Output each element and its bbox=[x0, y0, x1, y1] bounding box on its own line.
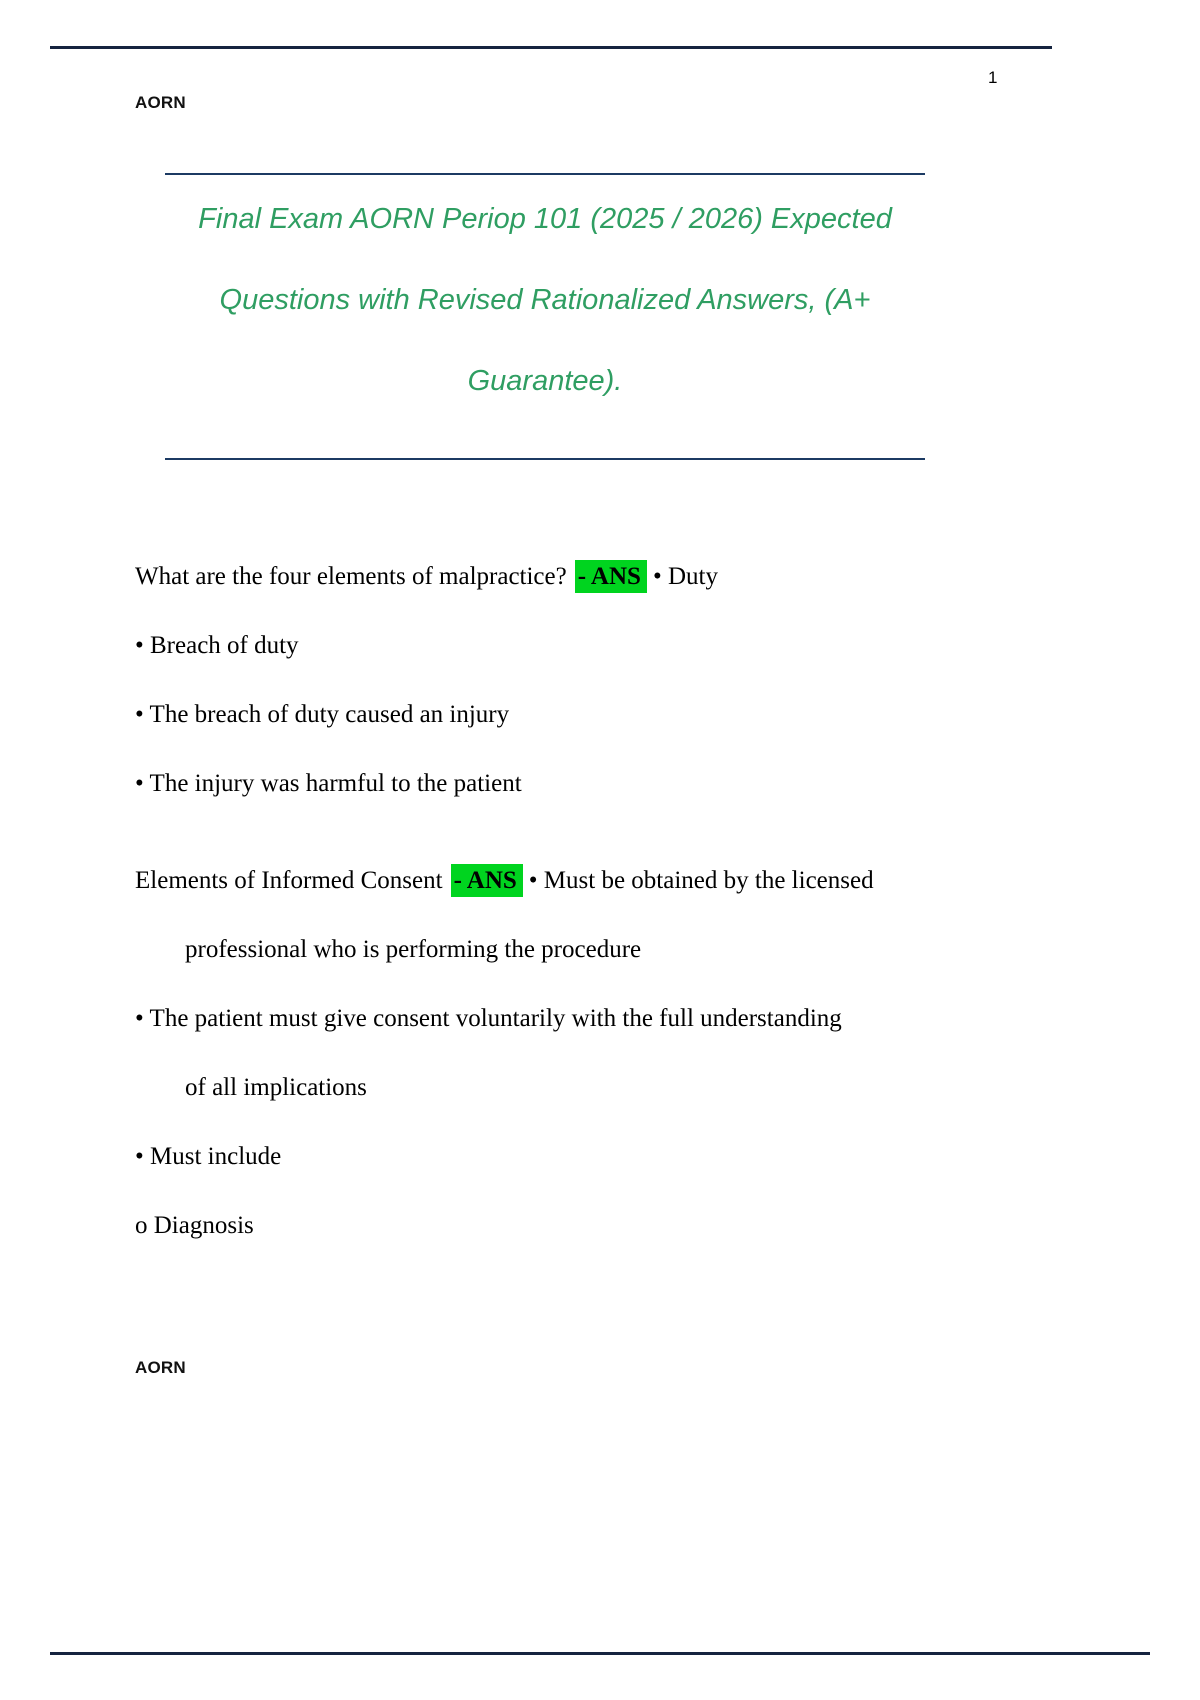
page-bottom-border bbox=[50, 1652, 1150, 1655]
answer-bullet: • Breach of duty bbox=[135, 632, 299, 659]
answer-bullet: • The injury was harmful to the patient bbox=[135, 770, 522, 797]
answer-bullet: • The breach of duty caused an injury bbox=[135, 701, 510, 728]
document-body bbox=[135, 562, 1070, 1280]
title-line-3: Guarantee). bbox=[467, 365, 623, 397]
question-answer-line bbox=[135, 866, 1070, 895]
ans-highlight: - ANS bbox=[451, 864, 523, 897]
question-text: Elements of Informed Consent bbox=[135, 867, 443, 894]
footer-label: AORN bbox=[135, 1358, 186, 1377]
answer-sub-item: o Diagnosis bbox=[135, 1212, 254, 1239]
title-block bbox=[165, 173, 925, 460]
answer-continuation: professional who is performing the procedure bbox=[185, 936, 642, 963]
title-line-2: Questions with Revised Rationalized Answers, (A+ bbox=[219, 284, 871, 316]
page-top-border bbox=[50, 46, 1052, 49]
answer-lead: • Must be obtained by the licensed bbox=[528, 867, 874, 894]
document-title bbox=[165, 175, 925, 458]
title-line-1: Final Exam AORN Periop 101 (2025 / 2026) Expected bbox=[198, 203, 892, 235]
answer-bullet: • The patient must give consent voluntarily with the full understanding bbox=[135, 1005, 842, 1032]
title-rule-bottom bbox=[165, 458, 925, 460]
answer-bullet: • Must include bbox=[135, 1143, 282, 1170]
question-answer-line bbox=[135, 562, 1070, 591]
answer-continuation: of all implications bbox=[185, 1074, 367, 1101]
answer-lead: • Duty bbox=[652, 563, 718, 590]
ans-highlight: - ANS bbox=[575, 560, 647, 593]
page-number: 1 bbox=[988, 68, 998, 87]
header-label: AORN bbox=[135, 93, 186, 112]
question-text: What are the four elements of malpractice? bbox=[135, 563, 567, 590]
